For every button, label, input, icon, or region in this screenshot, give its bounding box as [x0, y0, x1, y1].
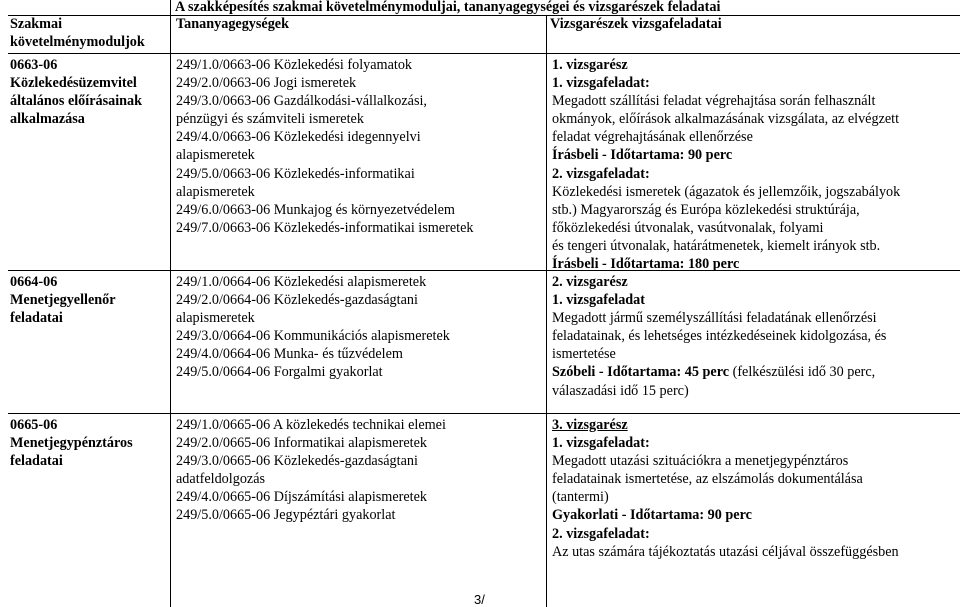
exam-task-label: 2. vizsgafeladat: [552, 525, 650, 542]
exam-task-line: stb.) Magyarország és Európa közlekedési struktúrája, [552, 201, 860, 218]
exam-task-line: Az utas számára tájékoztatás utazási céljával összefüggésben [552, 543, 899, 560]
exam-task-line: ismertetése [552, 346, 616, 363]
unit-line: pénzügyi és számviteli ismeretek [176, 111, 364, 128]
unit-line: alapismeretek [176, 183, 255, 200]
exam-duration-detail: (felkészülési idő 30 perc, [729, 364, 876, 381]
unit-line: 249/6.0/0663-06 Munkajog és környezetvédelem [176, 201, 455, 218]
exam-task-line: Közlekedési ismeretek (ágazatok és jellemzőik, jogszabályok [552, 183, 901, 200]
exam-duration: Gyakorlati - Időtartama: 90 perc [552, 507, 752, 524]
unit-line: 249/4.0/0664-06 Munka- és tűzvédelem [176, 346, 403, 363]
exam-part-title: 3. vizsgarész [552, 417, 628, 433]
module-name-line: Menetjegypénztáros [10, 435, 133, 452]
exam-task-label: 1. vizsgafeladat: [552, 75, 650, 92]
unit-line: 249/3.0/0665-06 Közlekedés-gazdaságtani [176, 453, 418, 470]
unit-line: 249/1.0/0664-06 Közlekedési alapismeretek [176, 274, 427, 290]
exam-cell [552, 56, 900, 273]
header-modules-line: Szakmai [10, 16, 63, 32]
exam-task-line: feladatainak ismertetése, az elszámolás dokumentálása [552, 471, 863, 488]
header-exam-parts: Vizsgarészek vizsgafeladatai [550, 16, 722, 32]
unit-line: 249/1.0/0665-06 A közlekedés technikai elemei [176, 417, 446, 433]
column-divider-2 [546, 15, 547, 607]
module-name-line: általános előírásainak [10, 93, 143, 110]
module-cell [10, 273, 116, 327]
row2-bottom-border [8, 413, 960, 414]
module-name-line: alkalmazása [10, 111, 85, 128]
header-modules-line: követelménymoduljok [10, 34, 145, 51]
exam-task-line: és tengeri útvonalak, határátmenetek, kiemelt irányok stb. [552, 237, 881, 254]
unit-line: alapismeretek [176, 147, 255, 164]
column-divider-1 [170, 0, 171, 607]
units-cell [176, 416, 446, 525]
exam-task-line: Megadott utazási szituációkra a menetjegypénztáros [552, 453, 849, 470]
module-name-line: Menetjegyellenőr [10, 292, 116, 309]
exam-task-line: Megadott szállítási feladat végrehajtása során felhasznált [552, 93, 876, 110]
exam-duration-detail: válaszadási idő 15 perc) [552, 382, 689, 399]
module-cell [10, 56, 142, 128]
unit-line: alapismeretek [176, 310, 255, 327]
unit-line: 249/5.0/0664-06 Forgalmi gyakorlat [176, 364, 383, 381]
unit-line: adatfeldolgozás [176, 471, 266, 488]
exam-task-label: 1. vizsgafeladat [552, 292, 645, 309]
exam-task-line: (tantermi) [552, 489, 609, 506]
exam-part-title: 2. vizsgarész [552, 274, 628, 290]
unit-line: 249/2.0/0664-06 Közlekedés-gazdaságtani [176, 292, 418, 309]
page-number: 3/ [474, 592, 485, 607]
unit-line: 249/7.0/0663-06 Közlekedés-informatikai ismeretek [176, 219, 474, 236]
exam-part-title: 1. vizsgarész [552, 57, 628, 73]
exam-task-label: 1. vizsgafeladat: [552, 435, 650, 452]
module-name-line: feladatai [10, 453, 63, 470]
exam-task-line: okmányok, előírások alkalmazásának vizsgálata, az elvégzett [552, 111, 900, 128]
module-cell [10, 416, 133, 470]
header-bottom-border [8, 53, 960, 54]
module-code: 0665-06 [10, 417, 58, 433]
unit-line: 249/4.0/0663-06 Közlekedési idegennyelvi [176, 129, 421, 146]
unit-line: 249/1.0/0663-06 Közlekedési folyamatok [176, 57, 413, 73]
unit-line: 249/3.0/0664-06 Kommunikációs alapismeretek [176, 328, 450, 345]
exam-duration: Írásbeli - Időtartama: 90 perc [552, 147, 733, 164]
exam-cell [552, 416, 899, 561]
module-name-line: Közlekedésüzemvitel [10, 75, 137, 92]
exam-task-line: Megadott jármű személyszállítási feladatának ellenőrzési [552, 310, 877, 327]
exam-duration-line [552, 363, 886, 381]
units-cell [176, 273, 450, 382]
unit-line: 249/3.0/0663-06 Gazdálkodási-vállalkozási, [176, 93, 427, 110]
module-name-line: feladatai [10, 310, 63, 327]
unit-line: 249/2.0/0665-06 Informatikai alapismeretek [176, 435, 427, 452]
header-units: Tananyagegységek [176, 16, 289, 32]
units-cell [176, 56, 473, 237]
unit-line: 249/2.0/0663-06 Jogi ismeretek [176, 75, 357, 92]
module-code: 0663-06 [10, 57, 58, 73]
exam-task-label: 2. vizsgafeladat: [552, 165, 650, 182]
exam-cell [552, 273, 886, 400]
exam-duration: Írásbeli - Időtartama: 180 perc [552, 256, 740, 273]
unit-line: 249/5.0/0665-06 Jegypéztári gyakorlat [176, 507, 396, 524]
header-modules [10, 15, 145, 51]
exam-task-line: feladatainak, és lehetséges intézkedéseinek kidolgozása, és [552, 328, 887, 345]
unit-line: 249/5.0/0663-06 Közlekedés-informatikai [176, 165, 415, 182]
exam-task-line: főközlekedési útvonalak, vasútvonalak, folyami [552, 219, 824, 236]
unit-line: 249/4.0/0665-06 Díjszámítási alapismeretek [176, 489, 427, 506]
exam-task-line: feladat végrehajtásának ellenőrzése [552, 129, 753, 146]
document-title: A szakképesítés szakmai követelménymoduljai, tananyagegységei és vizsgarészek feladatai [175, 0, 721, 15]
module-code: 0664-06 [10, 274, 58, 290]
exam-duration: Szóbeli - Időtartama: 45 perc [552, 364, 730, 381]
